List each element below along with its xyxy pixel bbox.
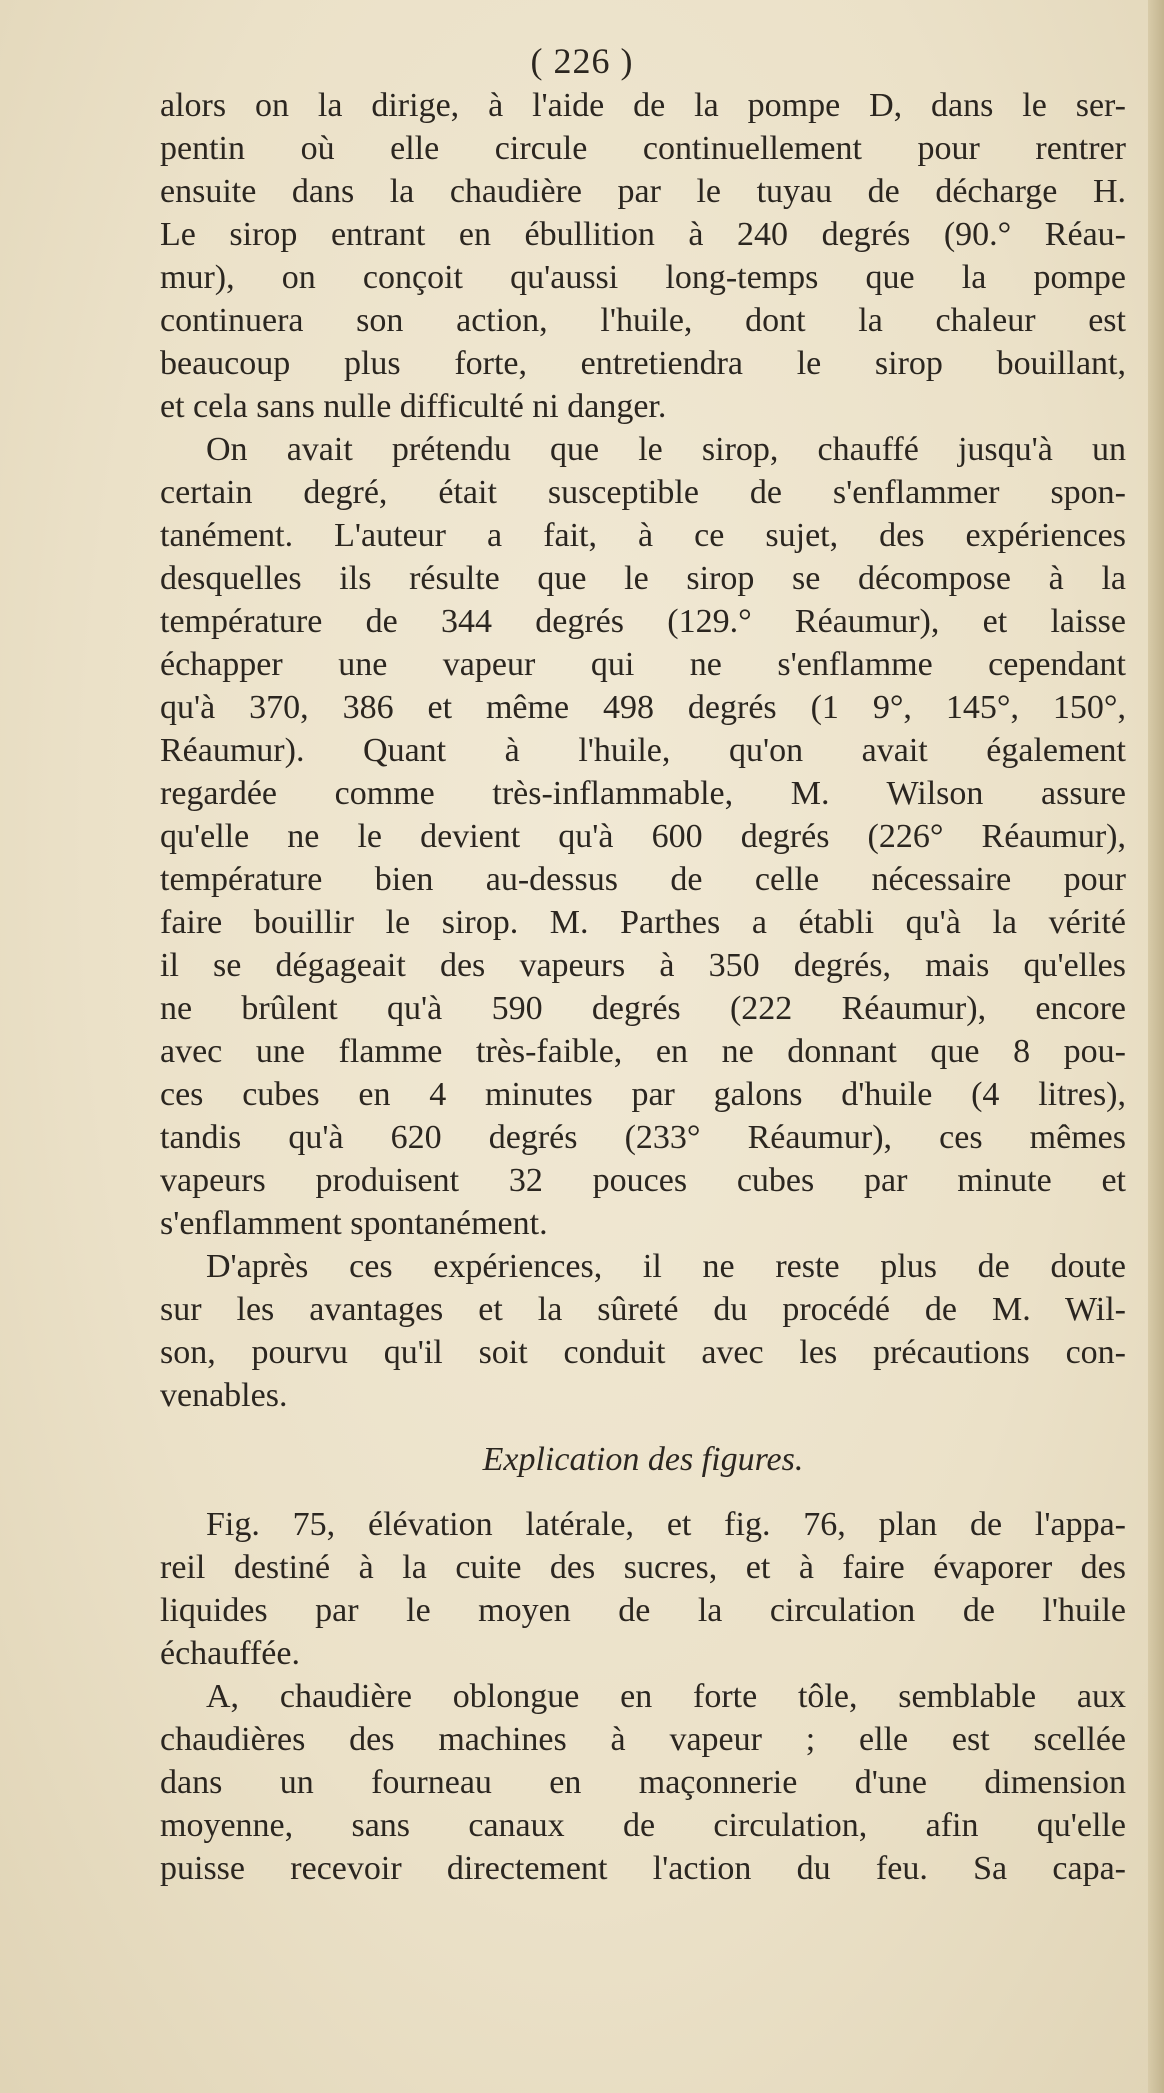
text-line: il se dégageait des vapeurs à 350 degrés, mais qu'elles xyxy=(160,947,1126,984)
paragraph-2 xyxy=(160,428,1126,1245)
text-line: moyenne, sans canaux de circulation, afin qu'elle xyxy=(160,1807,1126,1844)
text-line: desquelles ils résulte que le sirop se décompose à la xyxy=(160,560,1126,597)
paragraph-3 xyxy=(160,1245,1126,1417)
section-heading: Explication des figures. xyxy=(482,1441,804,1478)
text-line: reil destiné à la cuite des sucres, et à faire évaporer des xyxy=(160,1549,1126,1586)
text-line: pentin où elle circule continuellement pour rentrer xyxy=(160,130,1126,167)
text-line: mur), on conçoit qu'aussi long-temps que la pompe xyxy=(160,259,1126,296)
text-line: température bien au-dessus de celle nécessaire pour xyxy=(160,861,1126,898)
text-line: A, chaudière oblongue en forte tôle, semblable aux xyxy=(206,1678,1126,1715)
text-line: qu'à 370, 386 et même 498 degrés (1 9°, 145°, 150°, xyxy=(160,689,1126,726)
text-line: faire bouillir le sirop. M. Parthes a établi qu'à la vérité xyxy=(160,904,1126,941)
paragraph-1 xyxy=(160,84,1126,428)
text-line: puisse recevoir directement l'action du feu. Sa capa- xyxy=(160,1850,1126,1887)
text-line: alors on la dirige, à l'aide de la pompe D, dans le ser- xyxy=(160,87,1126,124)
text-line: température de 344 degrés (129.° Réaumur), et laisse xyxy=(160,603,1126,640)
page-number: ( 226 ) xyxy=(530,41,634,81)
text-line: On avait prétendu que le sirop, chauffé jusqu'à un xyxy=(206,431,1126,468)
text-line: Fig. 75, élévation latérale, et fig. 76, plan de l'appa- xyxy=(206,1506,1126,1543)
text-line: certain degré, était susceptible de s'enflammer spon- xyxy=(160,474,1126,511)
text-line: chaudières des machines à vapeur ; elle est scellée xyxy=(160,1721,1126,1758)
text-line: dans un fourneau en maçonnerie d'une dimension xyxy=(160,1764,1126,1801)
text-line: vapeurs produisent 32 pouces cubes par minute et xyxy=(160,1162,1126,1199)
text-line: regardée comme très-inflammable, M. Wilson assure xyxy=(160,775,1126,812)
page-edge xyxy=(1148,0,1164,2093)
text-line: ensuite dans la chaudière par le tuyau de décharge H. xyxy=(160,173,1126,210)
text-line: et cela sans nulle difficulté ni danger. xyxy=(160,388,667,425)
text-line: échauffée. xyxy=(160,1635,300,1672)
text-line: ces cubes en 4 minutes par galons d'huile (4 litres), xyxy=(160,1076,1126,1113)
text-line: son, pourvu qu'il soit conduit avec les précautions con- xyxy=(160,1334,1126,1371)
text-line: venables. xyxy=(160,1377,288,1414)
text-line: ne brûlent qu'à 590 degrés (222 Réaumur), encore xyxy=(160,990,1126,1027)
text-line: beaucoup plus forte, entretiendra le sirop bouillant, xyxy=(160,345,1126,382)
text-line: qu'elle ne le devient qu'à 600 degrés (226° Réaumur), xyxy=(160,818,1126,855)
text-line: tanément. L'auteur a fait, à ce sujet, des expériences xyxy=(160,517,1126,554)
text-line: Réaumur). Quant à l'huile, qu'on avait également xyxy=(160,732,1126,769)
text-line: s'enflamment spontanément. xyxy=(160,1205,548,1242)
text-line: avec une flamme très-faible, en ne donnant que 8 pou- xyxy=(160,1033,1126,1070)
text-line: liquides par le moyen de la circulation de l'huile xyxy=(160,1592,1126,1629)
text-line: échapper une vapeur qui ne s'enflamme cependant xyxy=(160,646,1126,683)
paragraph-5 xyxy=(160,1675,1126,1890)
text-line: tandis qu'à 620 degrés (233° Réaumur), ces mêmes xyxy=(160,1119,1126,1156)
text-line: D'après ces expériences, il ne reste plus de doute xyxy=(206,1248,1126,1285)
text-line: sur les avantages et la sûreté du procédé de M. Wil- xyxy=(160,1291,1126,1328)
paragraph-4 xyxy=(160,1503,1126,1675)
text-line: Le sirop entrant en ébullition à 240 degrés (90.° Réau- xyxy=(160,216,1126,253)
text-line: continuera son action, l'huile, dont la chaleur est xyxy=(160,302,1126,339)
page-body xyxy=(160,84,1126,1890)
